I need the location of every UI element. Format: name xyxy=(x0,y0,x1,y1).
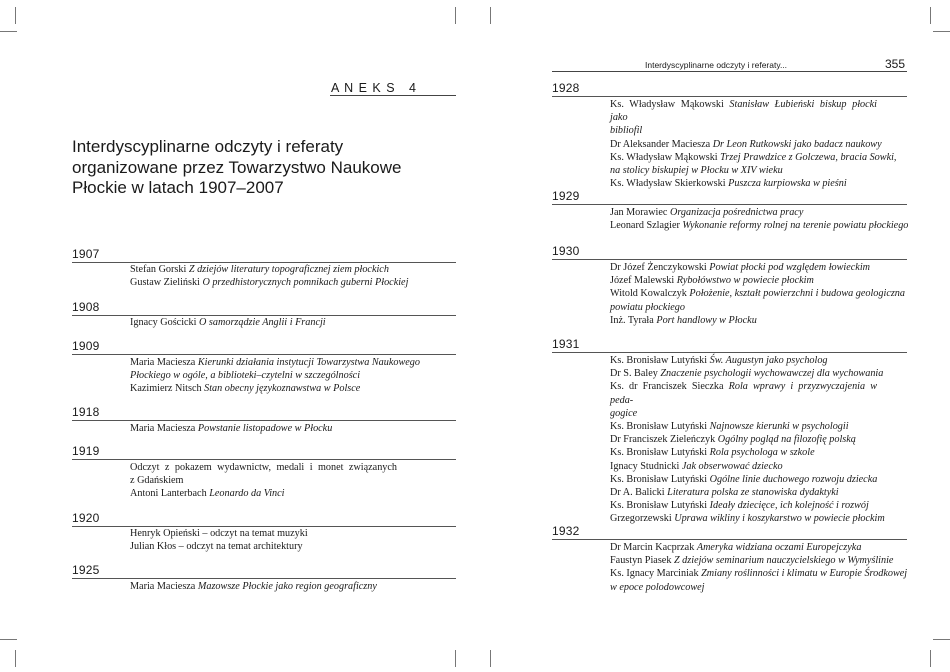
entry-line: Dr S. Baley Znaczenie psychologii wychowawczej dla wychowania xyxy=(610,368,884,380)
crop-mark xyxy=(930,7,931,24)
page-number: 355 xyxy=(885,57,906,71)
entry-line: Płockiego w ogóle, a biblioteki–czytelni w szczególności xyxy=(130,370,361,382)
entry-line: Julian Kłos – odczyt na temat architektury xyxy=(130,541,303,553)
entry-line: Maria Maciesza Kierunki działania instytucji Towarzystwa Naukowego xyxy=(130,357,420,368)
crop-mark xyxy=(0,31,17,32)
crop-mark xyxy=(933,639,950,640)
entry-line: Antoni Lanterbach Leonardo da Vinci xyxy=(130,488,285,500)
crop-mark xyxy=(933,31,950,32)
entries-1925 xyxy=(130,580,377,593)
entries-1918 xyxy=(130,422,332,435)
crop-mark xyxy=(0,639,17,640)
entries-1920 xyxy=(130,527,308,553)
entry-line: Maria Maciesza Powstanie listopadowe w Płocku xyxy=(130,423,333,434)
entries-1919 xyxy=(130,461,397,501)
year-rule xyxy=(72,354,456,355)
year-1907: 1907 xyxy=(72,247,100,261)
year-1908: 1908 xyxy=(72,300,100,314)
crop-mark xyxy=(490,7,491,24)
entry-line: Witold Kowalczyk Położenie, kształt powierzchni i budowa geologiczna xyxy=(610,288,905,300)
year-1919: 1919 xyxy=(72,444,100,458)
annex-rule xyxy=(330,95,456,96)
year-rule xyxy=(72,459,456,460)
year-1920: 1920 xyxy=(72,511,100,525)
crop-mark xyxy=(455,7,456,24)
title-line: Płockie w latach 1907–2007 xyxy=(72,178,284,197)
entry-line: z Gdańskiem xyxy=(130,475,184,487)
entry-line: Ks. Bronisław Lutyński Ideały dziecięce, ich kolejność i rozwój xyxy=(610,500,869,512)
year-1918: 1918 xyxy=(72,405,100,419)
year-rule xyxy=(552,259,907,260)
entry-line: Dr Józef Żenczykowski Powiat płocki pod względem łowieckim xyxy=(610,262,871,273)
entry-line: Maria Maciesza Mazowsze Płockie jako region geograficzny xyxy=(130,581,377,592)
crop-mark xyxy=(15,7,16,24)
running-head: Interdyscyplinarne odczyty i referaty... xyxy=(645,60,788,70)
entry-line: Ignacy Studnicki Jak obserwować dziecko xyxy=(610,460,783,472)
entry-line: Odczyt z pokazem wydawnictw, medali i monet związanych xyxy=(130,462,397,473)
year-rule xyxy=(72,578,456,579)
entries-1932 xyxy=(610,541,907,594)
title-line: Interdyscyplinarne odczyty i referaty xyxy=(72,137,344,156)
entry-line: Inż. Tyrała Port handlowy w Płocku xyxy=(610,314,757,326)
entry-line: Dr Marcin Kacprzak Ameryka widziana oczami Europejczyka xyxy=(610,542,862,553)
entries-1928 xyxy=(610,98,897,190)
header-rule xyxy=(552,71,907,72)
year-1909: 1909 xyxy=(72,339,100,353)
entry-line: w epoce polodowcowej xyxy=(610,581,705,593)
year-1930: 1930 xyxy=(552,244,580,258)
year-rule xyxy=(72,420,456,421)
entry-line: Ks. Bronisław Lutyński Ogólne linie duchowego rozwoju dziecka xyxy=(610,473,878,485)
entry-line: Ks. Władysław Skierkowski Puszcza kurpiowska w pieśni xyxy=(610,178,847,190)
entry-line: Kazimierz Nitsch Stan obecny językoznawstwa w Polsce xyxy=(130,383,361,395)
entries-1929 xyxy=(610,206,908,232)
entry-line: powiatu płockiego xyxy=(610,301,685,313)
entry-line: na stolicy biskupiej w Płocku w XIV wieku xyxy=(610,165,783,177)
year-rule xyxy=(552,204,907,205)
entry-line: Ks. Władysław Mąkowski Trzej Prawdzice z Golczewa, bracia Sowki, xyxy=(610,151,897,163)
year-1932: 1932 xyxy=(552,524,580,538)
entry-line: Ks. Ignacy Marciniak Zmiany roślinności i klimatu w Europie Środkowej xyxy=(610,568,908,580)
entries-1930 xyxy=(610,261,905,327)
entries-1908 xyxy=(130,316,326,329)
entry-line: Faustyn Piasek Z dziejów seminarium nauczycielskiego w Wymyślinie xyxy=(610,555,894,567)
year-1925: 1925 xyxy=(72,563,100,577)
entry-line: bibliofil xyxy=(610,125,643,137)
year-rule xyxy=(552,96,907,97)
year-1928: 1928 xyxy=(552,81,580,95)
crop-mark xyxy=(455,650,456,667)
entry-line: Henryk Opieński – odczyt na temat muzyki xyxy=(130,528,308,539)
entry-line: Ks. Bronisław Lutyński Najnowsze kierunki w psychologii xyxy=(610,421,849,433)
entry-line: gogice xyxy=(610,407,638,419)
annex-label: A N E K S 4 xyxy=(331,81,417,95)
title-line: organizowane przez Towarzystwo Naukowe xyxy=(72,157,402,177)
year-1929: 1929 xyxy=(552,189,580,203)
entry-line: Józef Malewski Rybołówstwo w powiecie płockim xyxy=(610,275,814,287)
entry-line: Jan Morawiec Organizacja pośrednictwa pracy xyxy=(610,207,804,218)
crop-mark xyxy=(930,650,931,667)
entry-line: Stefan Gorski Z dziejów literatury topograficznej ziem płockich xyxy=(130,264,389,275)
year-1931: 1931 xyxy=(552,337,580,351)
page-title xyxy=(72,137,401,199)
entry-line: Ignacy Gościcki O samorządzie Anglii i Francji xyxy=(130,317,326,328)
year-rule xyxy=(552,352,907,353)
year-rule xyxy=(552,539,907,540)
crop-mark xyxy=(490,650,491,667)
crop-mark xyxy=(15,650,16,667)
entries-1907 xyxy=(130,263,408,289)
entry-line: Ks. dr Franciszek Sieczka Rola wprawy i przyzwyczajenia w peda- xyxy=(610,381,877,406)
entries-1931 xyxy=(610,354,885,526)
entry-line: Dr A. Balicki Literatura polska ze stanowiska dydaktyki xyxy=(610,487,839,499)
entry-line: Grzegorzewski Uprawa wikliny i koszykarstwo w powiecie płockim xyxy=(610,513,885,525)
entries-1909 xyxy=(130,356,420,396)
entry-line: Ks. Bronisław Lutyński Rola psychologa w szkole xyxy=(610,447,815,459)
entry-line: Dr Franciszek Zieleńczyk Ogólny pogląd na filozofię polską xyxy=(610,434,856,446)
entry-line: Dr Aleksander Maciesza Dr Leon Rutkowski jako badacz naukowy xyxy=(610,138,882,150)
entry-line: Ks. Władysław Mąkowski Stanisław Łubieński biskup płocki jako xyxy=(610,99,878,124)
entry-line: Gustaw Zieliński O przedhistorycznych pomnikach guberni Płockiej xyxy=(130,277,409,289)
entry-line: Leonard Szlagier Wykonanie reformy rolnej na terenie powiatu płockiego xyxy=(610,220,909,232)
entry-line: Ks. Bronisław Lutyński Św. Augustyn jako psycholog xyxy=(610,355,828,366)
